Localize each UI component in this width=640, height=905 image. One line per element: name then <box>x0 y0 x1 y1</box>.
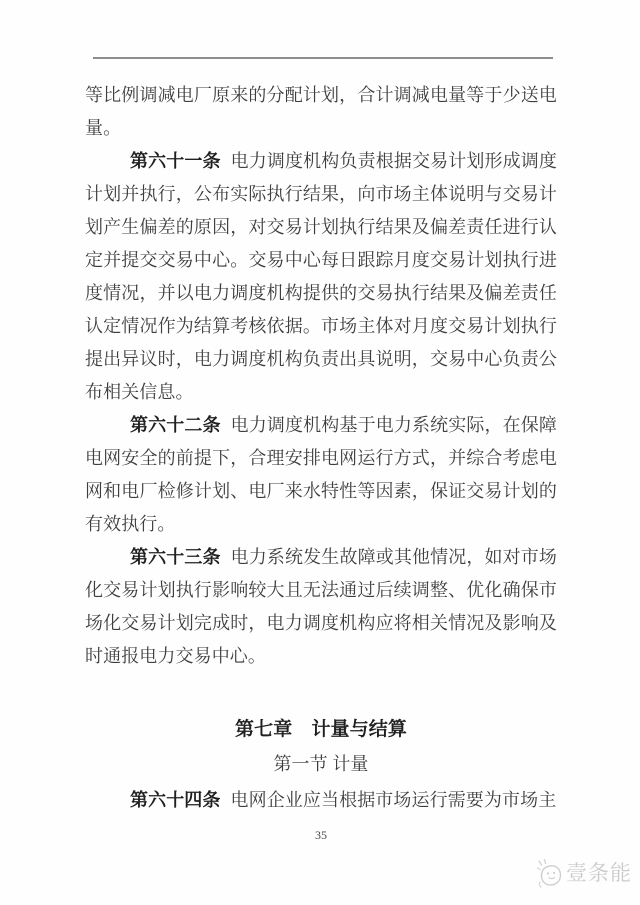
article-64-paragraph <box>85 784 557 817</box>
article-61-text: 电力调度机构负责根据交易计划形成调度计划并执行，公布实际执行结果，向市场主体说明与交易计划产生偏差的原因，对交易计划执行结果及偏差责任进行认定并提交交易中心。交易中心每日跟踪月度交易计划执行进度情况，并以电力调度机构提供的交易执行结果及偏差责任认定情况作为结算考核依据。市场主体对月度交易计划执行提出异议时，电力调度机构负责出具说明，交易中心负责公布相关信息。 <box>85 151 557 402</box>
article-63-paragraph <box>85 541 557 673</box>
watermark-text: 壹条能 <box>566 861 632 885</box>
chapter-heading: 第七章 计量与结算 <box>235 719 407 740</box>
section-heading: 第一节 计量 <box>273 754 369 774</box>
page-number: 35 <box>315 828 327 842</box>
article-64-text: 电网企业应当根据市场运行需要为市场主 <box>230 790 557 810</box>
article-63-term: 第六十三条 <box>130 547 221 567</box>
document-body <box>85 79 557 817</box>
article-63-text: 电力系统发生故障或其他情况，如对市场化交易计划执行影响较大且无法通过后续调整、优化确保市场化交易计划完成时，电力调度机构应将相关情况及影响及时通报电力交易中心。 <box>85 547 557 666</box>
article-62-text: 电力调度机构基于电力系统实际，在保障电网安全的前提下，合理安排电网运行方式，并综合考虑电网和电厂检修计划、电厂来水特性等因素，保证交易计划的有效执行。 <box>85 415 557 534</box>
header-rule <box>93 57 553 59</box>
article-61-term: 第六十一条 <box>130 151 221 171</box>
mascot-face-icon <box>536 858 564 888</box>
paragraph-continuation <box>85 79 557 145</box>
article-62-paragraph <box>85 409 557 541</box>
watermark <box>536 858 632 888</box>
paragraph-text: 等比例调减电厂原来的分配计划，合计调减电量等于少送电量。 <box>85 85 557 138</box>
article-62-term: 第六十二条 <box>130 415 221 435</box>
article-64-term: 第六十四条 <box>130 790 221 810</box>
article-61-paragraph <box>85 145 557 409</box>
